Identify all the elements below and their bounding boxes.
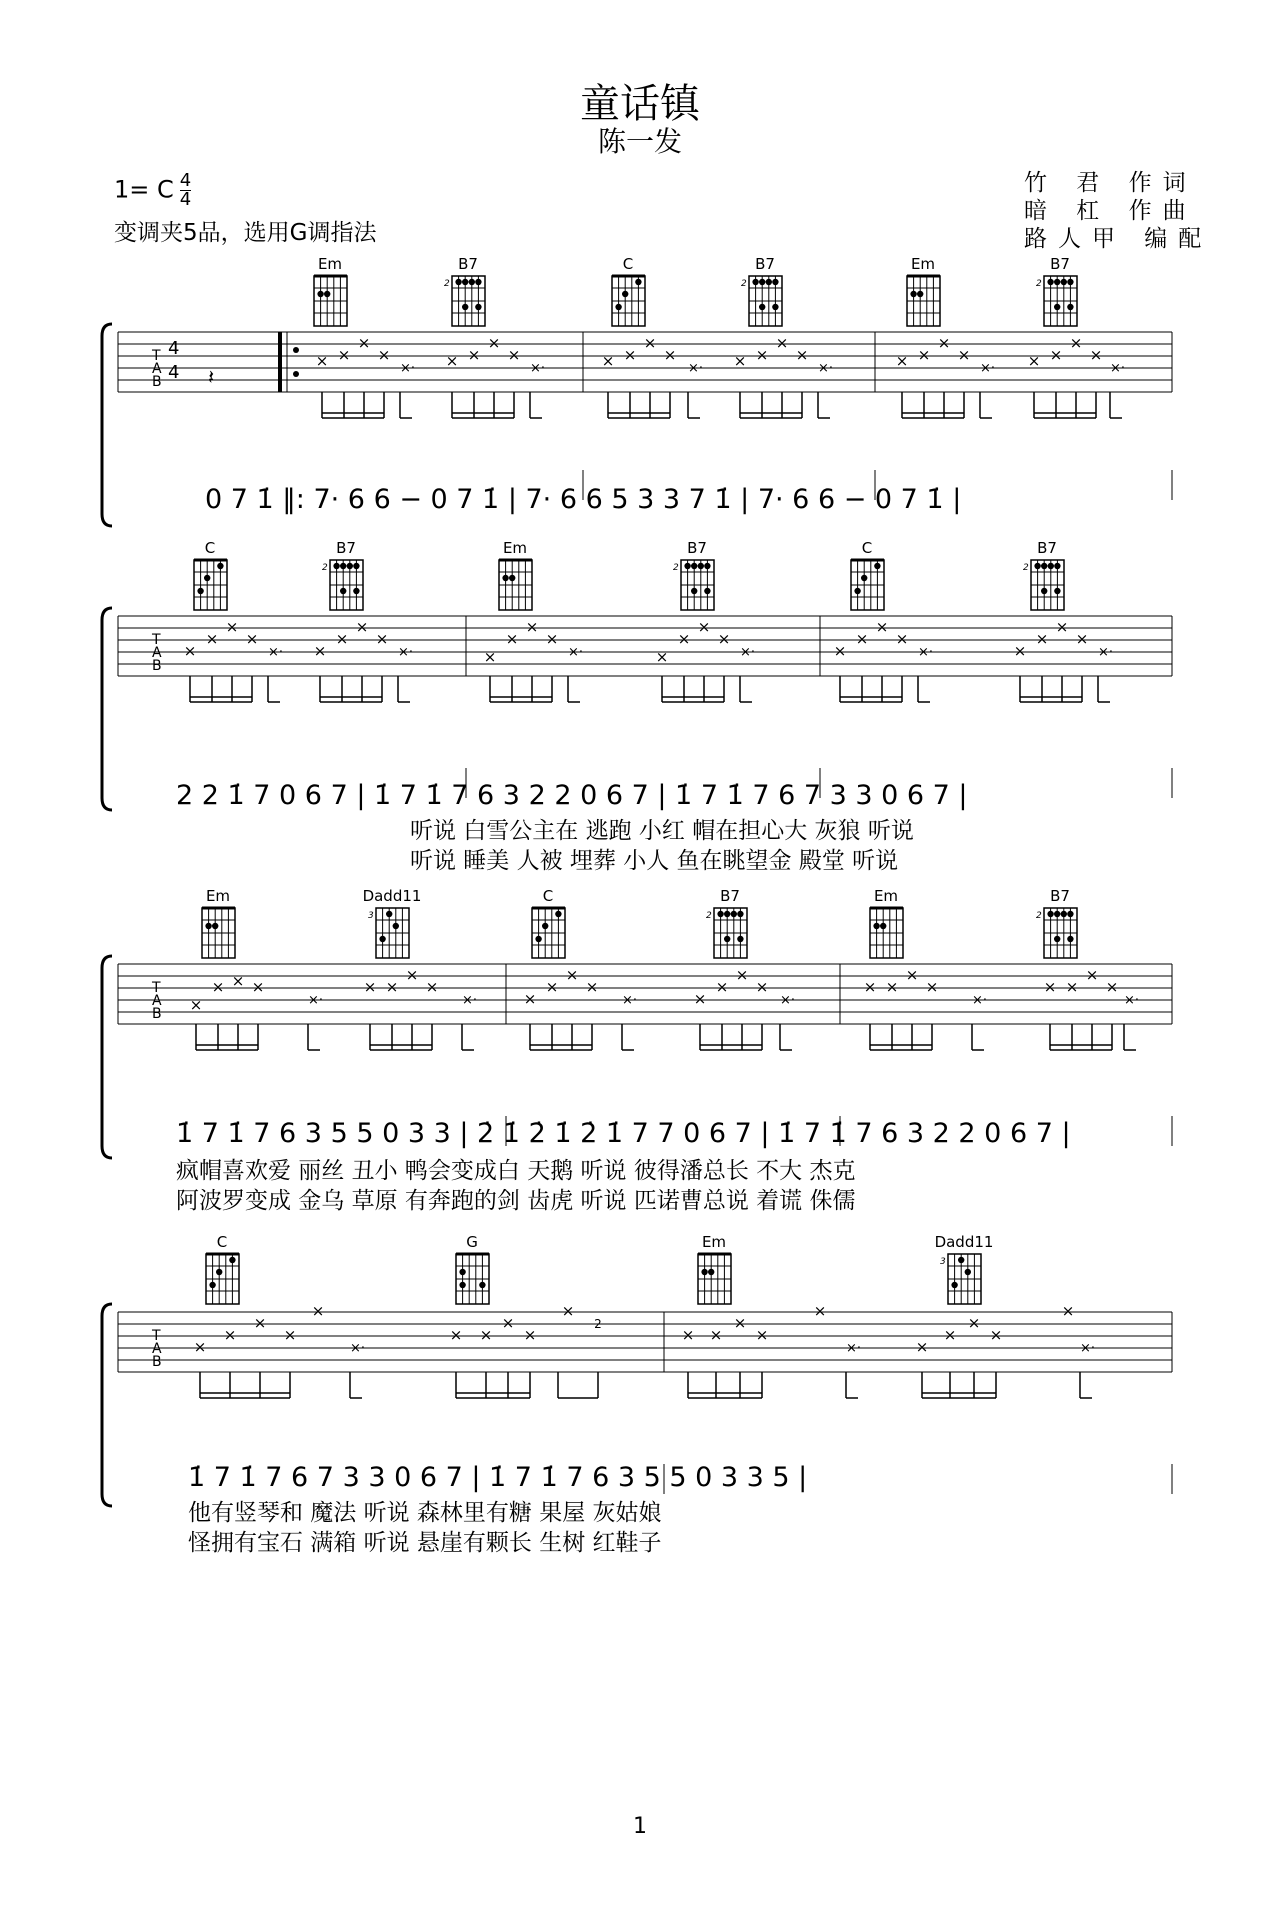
song-title: 童话镇: [580, 81, 700, 127]
svg-text:×·: ×·: [530, 361, 546, 376]
svg-text:×: ×: [1043, 978, 1057, 996]
svg-text:×: ×: [755, 1326, 769, 1344]
svg-text:×: ×: [855, 630, 869, 648]
svg-text:×: ×: [1035, 630, 1049, 648]
svg-text:×: ×: [311, 1302, 325, 1320]
svg-text:2: 2: [673, 563, 679, 573]
svg-text:×: ×: [1085, 966, 1099, 984]
svg-text:A: A: [152, 1341, 162, 1357]
svg-text:×: ×: [363, 978, 377, 996]
svg-text:×: ×: [545, 630, 559, 648]
svg-text:×: ×: [377, 346, 391, 364]
svg-text:×: ×: [315, 352, 329, 370]
svg-text:×: ×: [813, 1302, 827, 1320]
svg-text:×·: ×·: [1098, 645, 1114, 660]
svg-text:×: ×: [525, 618, 539, 636]
chord-name: B7: [1037, 539, 1057, 557]
svg-text:2: 2: [594, 1317, 602, 1331]
chord-name: Em: [317, 255, 343, 273]
svg-text:A: A: [152, 645, 162, 661]
chord-name: Em: [205, 887, 231, 905]
svg-text:×·: ×·: [398, 645, 414, 660]
svg-text:×·: ×·: [980, 361, 996, 376]
svg-text:×: ×: [623, 346, 637, 364]
svg-text:T: T: [152, 348, 161, 364]
svg-text:×: ×: [283, 1326, 297, 1344]
svg-text:×: ×: [193, 1338, 207, 1356]
svg-text:×: ×: [967, 1314, 981, 1332]
svg-text:×: ×: [313, 642, 327, 660]
svg-text:×: ×: [225, 618, 239, 636]
svg-text:×: ×: [917, 346, 931, 364]
svg-text:×·: ×·: [350, 1341, 366, 1356]
svg-text:×: ×: [885, 978, 899, 996]
svg-text:×: ×: [483, 648, 497, 666]
svg-text:×: ×: [989, 1326, 1003, 1344]
svg-text:B: B: [152, 658, 162, 674]
svg-text:×: ×: [467, 346, 481, 364]
svg-text:×: ×: [205, 630, 219, 648]
svg-text:×: ×: [875, 618, 889, 636]
svg-text:×: ×: [251, 978, 265, 996]
svg-text:2: 2: [322, 563, 328, 573]
svg-text:×·: ×·: [1124, 993, 1140, 1008]
svg-text:×: ×: [735, 966, 749, 984]
chord-name: C: [861, 539, 873, 557]
chord-name: B7: [755, 255, 775, 273]
svg-text:×: ×: [189, 996, 203, 1014]
svg-text:×·: ×·: [568, 645, 584, 660]
chord-diagram: [684, 1234, 744, 1310]
svg-text:2: 2: [1036, 911, 1042, 921]
svg-text:×: ×: [709, 1326, 723, 1344]
svg-text:×: ×: [943, 1326, 957, 1344]
svg-text:×: ×: [545, 978, 559, 996]
svg-text:×: ×: [833, 642, 847, 660]
chord-name: C: [216, 1233, 228, 1251]
svg-text:×·: ×·: [846, 1341, 862, 1356]
svg-text:×: ×: [937, 334, 951, 352]
svg-text:×: ×: [717, 630, 731, 648]
svg-text:×·: ×·: [780, 993, 796, 1008]
svg-text:×·: ×·: [972, 993, 988, 1008]
chord-name: C: [622, 255, 634, 273]
svg-text:×: ×: [1013, 642, 1027, 660]
chord-name: C: [542, 887, 554, 905]
chord-name: Dadd11: [934, 1233, 994, 1251]
svg-text:×·: ×·: [268, 645, 284, 660]
svg-text:×: ×: [449, 1326, 463, 1344]
svg-text:×: ×: [211, 978, 225, 996]
svg-text:×: ×: [585, 978, 599, 996]
credit-arranger: 路人甲 编配: [1024, 226, 1213, 252]
svg-text:×: ×: [915, 1338, 929, 1356]
svg-text:B: B: [152, 374, 162, 390]
svg-text:×: ×: [693, 990, 707, 1008]
svg-text:×: ×: [565, 966, 579, 984]
svg-text:×·: ×·: [818, 361, 834, 376]
song-artist: 陈一发: [597, 125, 682, 158]
chord-name: Dadd11: [362, 887, 422, 905]
svg-text:×: ×: [715, 978, 729, 996]
lyrics-verse-1: 疯帽喜欢爱 丽丝 丑小 鸭会变成白 天鹅 听说 彼得潘总长 不大 杰克: [176, 1158, 856, 1184]
svg-text:3: 3: [940, 1257, 946, 1267]
svg-text:×: ×: [1075, 630, 1089, 648]
svg-text:×: ×: [663, 346, 677, 364]
svg-text:×·: ×·: [308, 993, 324, 1008]
credit-lyricist: 竹 君 作词: [1024, 170, 1197, 196]
svg-text:×: ×: [357, 334, 371, 352]
page-number: 1: [633, 1814, 647, 1839]
svg-text:×·: ×·: [462, 993, 478, 1008]
svg-text:×: ×: [523, 1326, 537, 1344]
svg-text:T: T: [152, 980, 161, 996]
chord-diagram: [192, 1234, 252, 1310]
chord-diagram: [934, 1234, 994, 1310]
svg-text:×·: ×·: [688, 361, 704, 376]
svg-text:4: 4: [168, 362, 180, 383]
capo-note: 变调夹5品，选用G调指法: [114, 220, 377, 246]
svg-text:×·: ×·: [918, 645, 934, 660]
svg-text:B: B: [152, 1006, 162, 1022]
svg-text:×: ×: [479, 1326, 493, 1344]
jianpu-line: 1̇ 7 1̇ 7 6 3 5 5 0 3 3 | 2̇ 1̇ 2̇ 1̇ 2̇ 1̇ 7 7 0 6 7 | 1̇ 7 1̇ 7 6 3 2 2 0 6 7 |: [176, 1118, 1071, 1149]
svg-text:B: B: [152, 1354, 162, 1370]
svg-text:×: ×: [1089, 346, 1103, 364]
chord-name: B7: [458, 255, 478, 273]
svg-text:×: ×: [863, 978, 877, 996]
svg-text:2: 2: [706, 911, 712, 921]
svg-text:×: ×: [755, 978, 769, 996]
svg-text:×: ×: [733, 1314, 747, 1332]
svg-text:×: ×: [1065, 978, 1079, 996]
lyrics-verse-2: 阿波罗变成 金乌 草原 有奔跑的剑 齿虎 听说 匹诺曹总说 着谎 侏儒: [176, 1188, 856, 1214]
jianpu-line: 1̇ 7 1̇ 7 6 7 3 3 0 6 7 | 1̇ 7 1̇ 7 6 3 5 5 0 3 3 5 |: [188, 1462, 808, 1493]
svg-text:×: ×: [1105, 978, 1119, 996]
svg-text:×: ×: [507, 346, 521, 364]
svg-text:×: ×: [245, 630, 259, 648]
chord-name: B7: [1050, 887, 1070, 905]
svg-text:×: ×: [183, 642, 197, 660]
svg-text:×: ×: [501, 1314, 515, 1332]
time-signature: $\frac{4}{4}$: [179, 170, 192, 210]
svg-text:×: ×: [677, 630, 691, 648]
chord-name: C: [204, 539, 216, 557]
svg-text:×: ×: [1061, 1302, 1075, 1320]
svg-text:×: ×: [385, 978, 399, 996]
chord-name: Em: [502, 539, 528, 557]
svg-text:×: ×: [957, 346, 971, 364]
svg-text:×: ×: [925, 978, 939, 996]
svg-text:2: 2: [1023, 563, 1029, 573]
svg-text:×: ×: [733, 352, 747, 370]
key-signature: 1= C $\frac{4}{4}$: [114, 170, 192, 210]
svg-text:×: ×: [601, 352, 615, 370]
svg-text:×: ×: [561, 1302, 575, 1320]
svg-text:T: T: [152, 632, 161, 648]
chord-name: B7: [1050, 255, 1070, 273]
lyrics-verse-2: 听说 睡美 人被 埋葬 小人 鱼在眺望金 殿堂 听说: [410, 848, 899, 874]
svg-text:×: ×: [895, 630, 909, 648]
jianpu-line: 0 7 1̇ ‖: 7· 6 6 − 0 7 1̇ | 7· 6 6 5 3 3 7 1̇ | 7· 6 6 − 0 7 1̇ |: [205, 484, 962, 515]
credit-composer: 暗 杠 作曲: [1024, 198, 1197, 224]
svg-text:×: ×: [445, 352, 459, 370]
svg-text:×: ×: [405, 966, 419, 984]
svg-text:×: ×: [895, 352, 909, 370]
svg-text:A: A: [152, 361, 162, 377]
chord-name: Em: [910, 255, 936, 273]
svg-text:×: ×: [1055, 618, 1069, 636]
svg-text:×: ×: [253, 1314, 267, 1332]
svg-text:×: ×: [795, 346, 809, 364]
svg-text:×: ×: [655, 648, 669, 666]
svg-text:×: ×: [755, 346, 769, 364]
svg-text:×: ×: [223, 1326, 237, 1344]
svg-text:×: ×: [905, 966, 919, 984]
chord-name: G: [466, 1233, 478, 1251]
lyrics-verse-2: 怪拥有宝石 满箱 听说 悬崖有颗长 生树 红鞋子: [188, 1530, 662, 1556]
svg-text:×: ×: [337, 346, 351, 364]
svg-text:A: A: [152, 993, 162, 1009]
svg-text:×·: ×·: [740, 645, 756, 660]
svg-text:×: ×: [1027, 352, 1041, 370]
svg-text:×: ×: [697, 618, 711, 636]
svg-text:2: 2: [1036, 279, 1042, 289]
svg-text:×: ×: [425, 978, 439, 996]
svg-text:×: ×: [355, 618, 369, 636]
svg-text:𝄽: 𝄽: [208, 365, 215, 389]
svg-text:×: ×: [643, 334, 657, 352]
svg-text:×: ×: [775, 334, 789, 352]
chord-name: Em: [873, 887, 899, 905]
svg-text:2: 2: [444, 279, 450, 289]
svg-text:4: 4: [168, 338, 180, 359]
svg-text:×: ×: [335, 630, 349, 648]
svg-text:×: ×: [523, 990, 537, 1008]
svg-text:×: ×: [375, 630, 389, 648]
jianpu-line: 2 2 1̇ 7 0 6 7 | 1̇ 7 1̇ 7 6 3 2 2 0 6 7 | 1̇ 7 1̇ 7 6 7 3 3 0 6 7 |: [176, 780, 968, 811]
svg-text:×·: ×·: [1080, 1341, 1096, 1356]
chord-name: B7: [687, 539, 707, 557]
chord-name: B7: [336, 539, 356, 557]
svg-text:×: ×: [1069, 334, 1083, 352]
svg-text:×·: ×·: [1110, 361, 1126, 376]
svg-text:×: ×: [487, 334, 501, 352]
chord-name: B7: [720, 887, 740, 905]
lyrics-verse-1: 他有竖琴和 魔法 听说 森林里有糖 果屋 灰姑娘: [188, 1500, 662, 1526]
svg-text:×: ×: [681, 1326, 695, 1344]
svg-text:2: 2: [741, 279, 747, 289]
svg-text:×: ×: [231, 972, 245, 990]
svg-text:×: ×: [505, 630, 519, 648]
chord-name: Em: [701, 1233, 727, 1251]
svg-text:3: 3: [368, 911, 374, 921]
svg-text:T: T: [152, 1328, 161, 1344]
lyrics-verse-1: 听说 白雪公主在 逃跑 小红 帽在担心大 灰狼 听说: [410, 818, 914, 844]
svg-text:×·: ×·: [622, 993, 638, 1008]
svg-text:×: ×: [1049, 346, 1063, 364]
chord-diagram: [442, 1234, 502, 1310]
svg-text:×·: ×·: [400, 361, 416, 376]
